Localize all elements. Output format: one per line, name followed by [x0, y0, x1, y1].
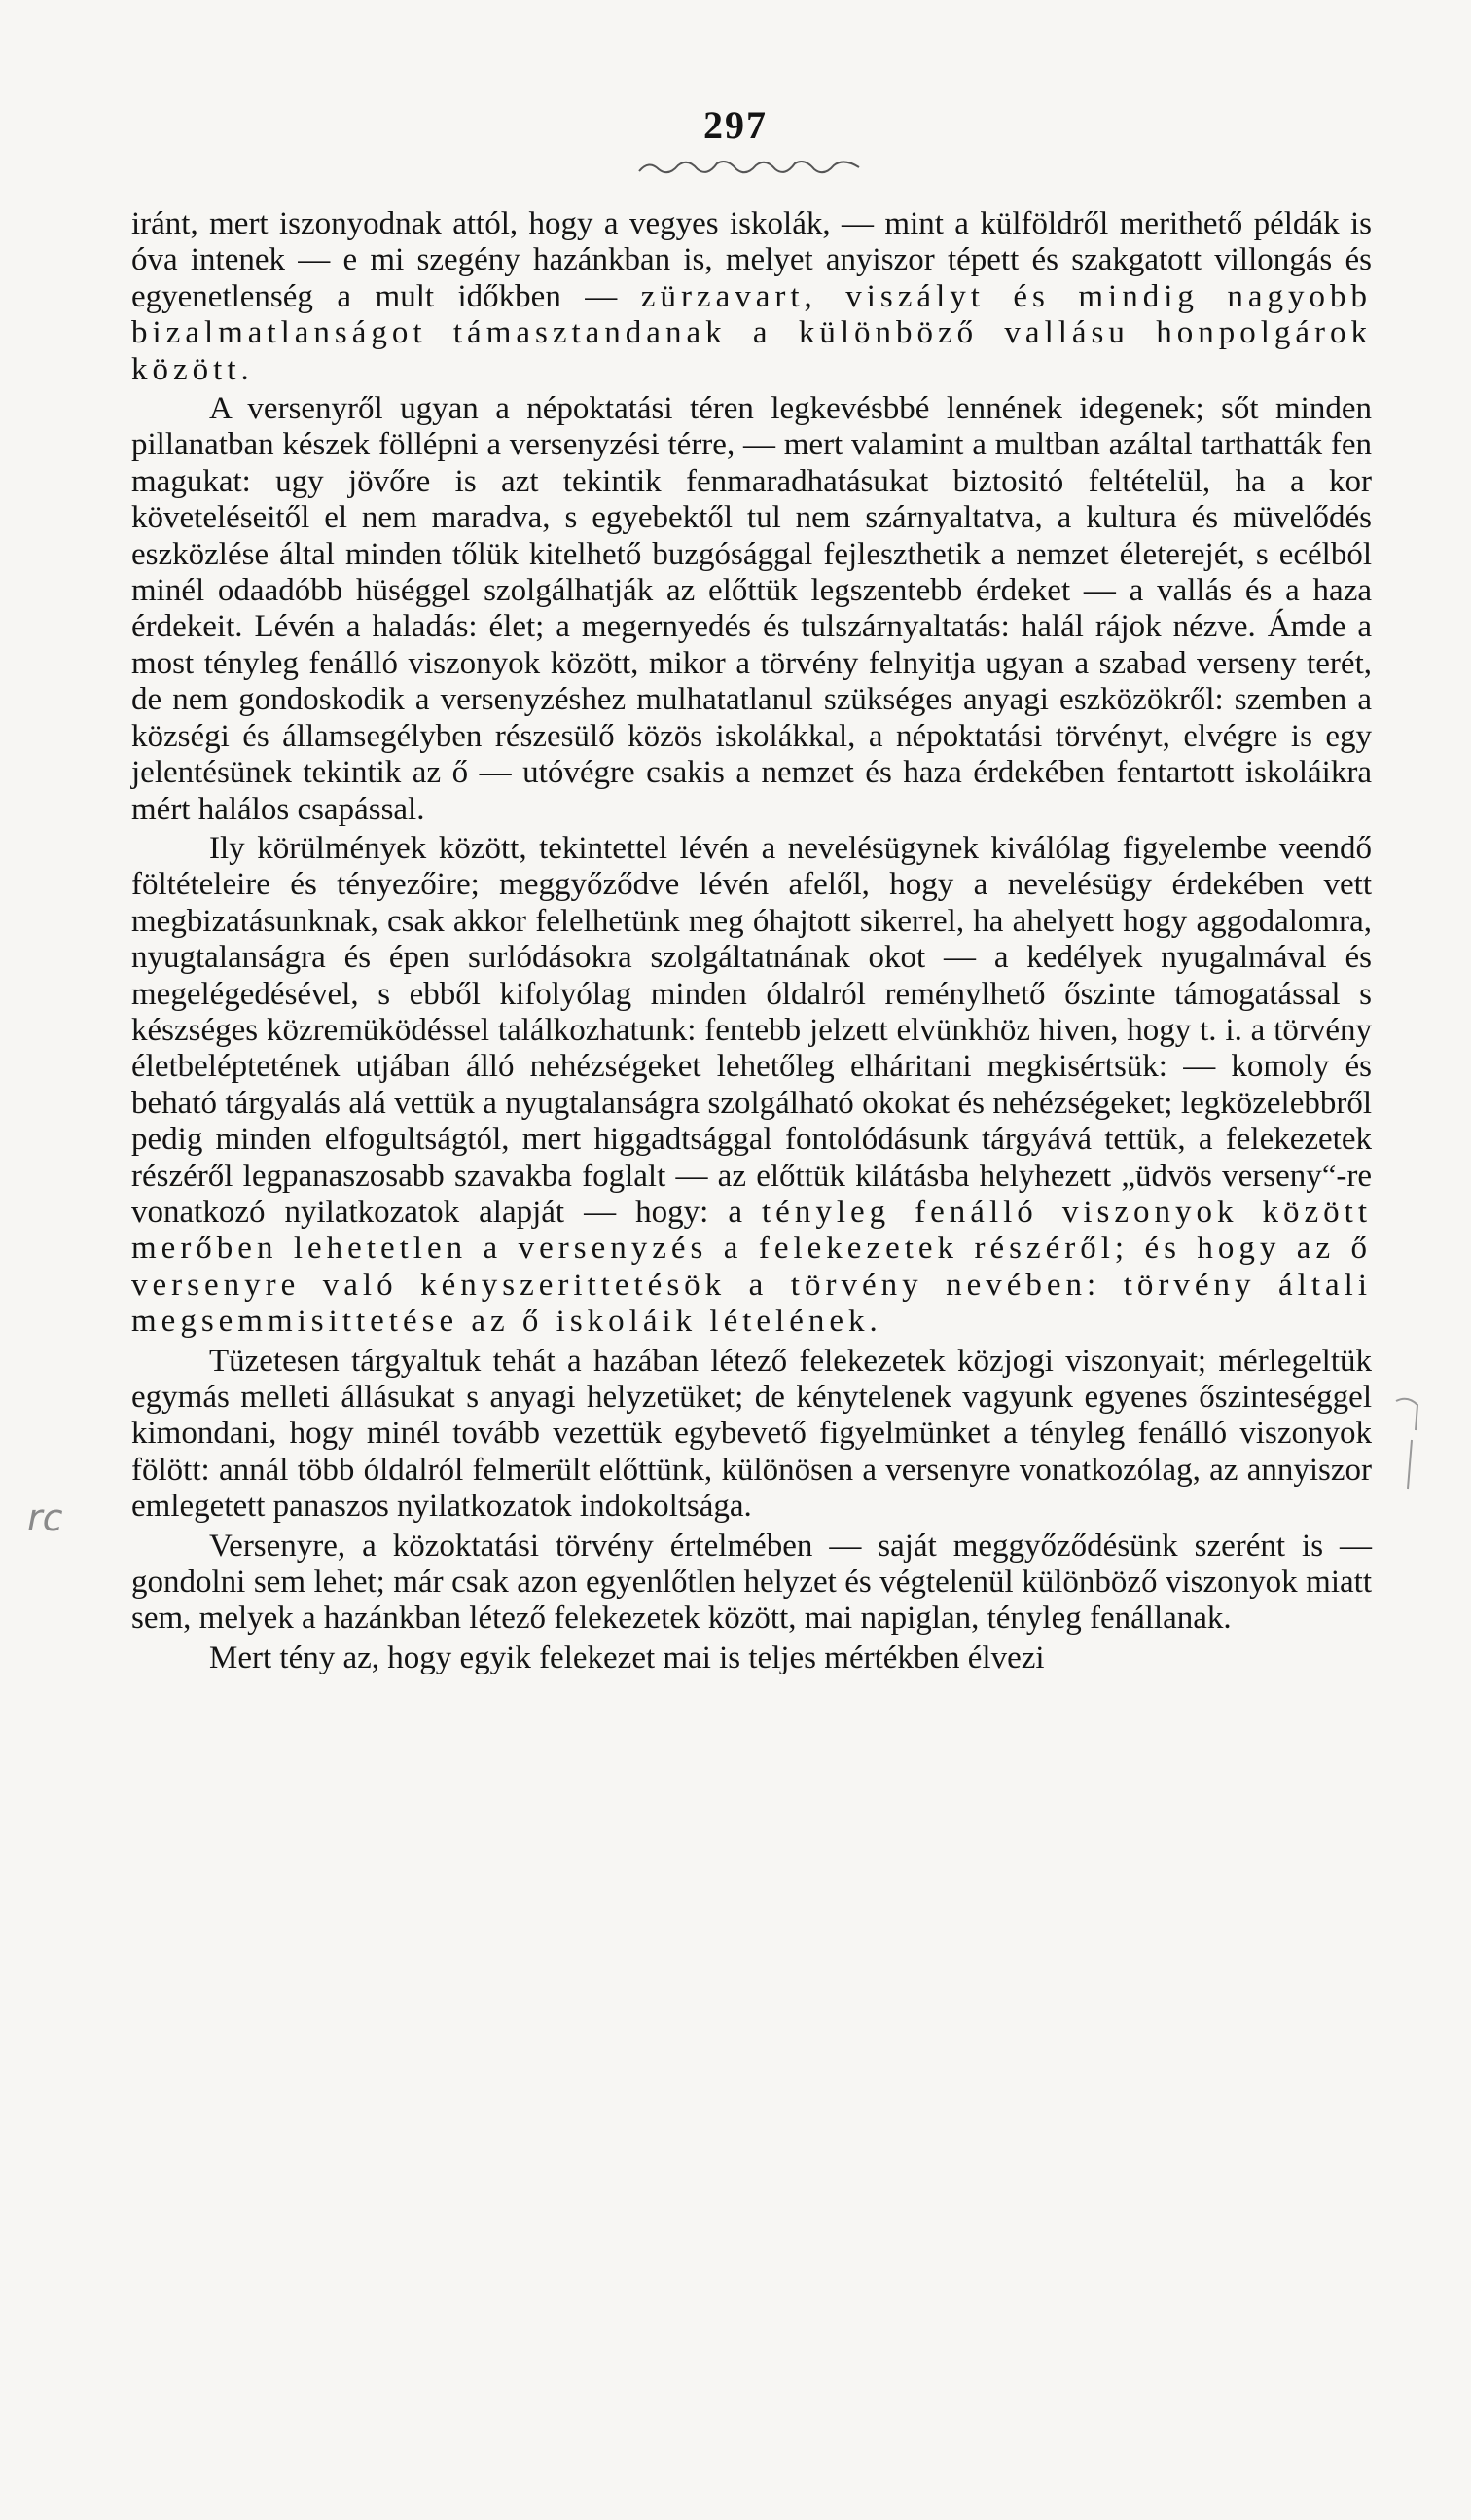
- paragraph-1: [131, 206, 1372, 388]
- paragraph-6-text: Mert tény az, hogy egyik felekezet mai is teljes mértékben élvezi: [209, 1639, 1045, 1675]
- paragraph-3-spaced: tényleg fenálló viszonyok között merőben lehetetlen a versenyzés a felekezetek részéről; és hogy az ő versenyre való kényszerittetésök a törvény nevében: törvény általi megsemmisittetése az ő iskoláik lételének.: [131, 1194, 1372, 1340]
- margin-handwritten-note: rc: [27, 1496, 63, 1539]
- paragraph-3-text: Ily körülmények között, tekintettel lévén a nevelésügynek kiválólag figyelembe veendő föltételeire és tényezőire; meggyőződve lévén afelől, hogy a nevelésügy érdekében vett megbizatásunknak, csak akkor felelhetünk meg óhajtott sikerrel, ha ahelyett hogy aggodalomra, nyugtalanságra és épen surlódásokra szolgáltatnának okot — a kedélyek nyugalmával és megelégedésével, s ebből kifolyólag minden óldalról reménylhető őszinte támogatással s készséges közremüködéssel találkozhatunk: fentebb jelzett elvünkhöz hiven, hogy t. i. a törvény életbeléptetének utjában álló nehézségeket lehetőleg elháritani megkisértsük: — komoly és beható tárgyalás alá vettük a nyugtalanságra szolgálható okokat és nehézségeket; legközelebbről pedig minden elfogultságtól, mert higgadtsággal fontolódásunk tárgyává tettük, a felekezetek részéről legpanaszosabb szavakba foglalt — az előttük kilátásba helyhezett „üdvös verseny“-re vonatkozó nyilatkozatok alapját — hogy: a: [131, 830, 1372, 1230]
- paragraph-1-text: iránt, mert iszonyodnak attól, hogy a vegyes iskolák, — mint a külföldről merithető példák is óva intenek — e mi szegény hazánkban is, melyet anyiszor tépett és szakgatott villongás és egyenetlenség a mult időkben —: [131, 206, 1372, 314]
- page-number: 297: [703, 103, 768, 147]
- margin-pencil-mark: [1388, 1391, 1427, 1508]
- paragraph-5-text: Versenyre, a közoktatási törvény értelmében — saját meggyőződésünk szerént is — gondolni sem lehet; már csak azon egyenlőtlen helyzet és végtelenül különböző viszonyok miatt sem, melyek a hazánkban létező felekezetek között, mai napiglan, tényleg fenállanak.: [131, 1528, 1372, 1637]
- paragraph-1-spaced: zürzavart, viszályt és mindig nagyobb bizalmatlanságot támasztandanak a különböző vallásu honpolgárok között.: [131, 278, 1372, 387]
- paragraph-2: [131, 391, 1372, 828]
- paragraph-2-text: A versenyről ugyan a népoktatási téren legkevésbbé lennének idegenek; sőt minden pillanatban készek föllépni a versenyzési térre, — mert valamint a multban azáltal tarthatták fen magukat: ugy jövőre is azt tekintik fenmaradhatásukat biztositó feltételül, ha a kor követeléseitől el nem maradva, s egyebektől tul nem szárnyaltatva, a kultura és müvelődés eszközlése által minden tőlük kitelhető buzgósággal fejleszthetik a nemzet életerejét, s ecélból minél odaadóbb hüséggel szolgálhatják az előttük legszentebb érdeket — a vallás és a haza érdekeit. Lévén a haladás: élet; a megernyedés és tulszárnyaltatás: halál rájok nézve. Ámde a most tényleg fenálló viszonyok között, mikor a törvény felnyitja ugyan a szabad verseny terét, de nem gondoskodik a versenyzéshez mulhatatlanul szükséges anyagi eszközökről: szemben a községi és államsegélyben részesülő közös iskolákkal, a népoktatási törvényt, elvégre is egy jelentésünek tekintik az ő — utóvégre csakis a nemzet és haza érdekében fentartott iskoláikra mért halálos csapással.: [131, 391, 1372, 827]
- paragraph-5: [131, 1529, 1372, 1638]
- ornament-divider: [637, 156, 861, 179]
- paragraph-4: [131, 1344, 1372, 1526]
- paragraph-6: [131, 1640, 1372, 1676]
- body-text: [131, 206, 1372, 1679]
- paragraph-4-text: Tüzetesen tárgyaltuk tehát a hazában létező felekezetek közjogi viszonyait; mérlegeltük egymás melleti állásukat s anyagi helyzetüket; de kénytelenek vagyunk egyenes őszinteséggel kimondani, hogy minél tovább vezettük egybevető figyelmünket a tényleg fenálló viszonyok fölött: annál több óldalról felmerült előttünk, különösen a versenyre vonatkozólag, az annyiszor emlegetett panaszos nyilatkozatok indokoltsága.: [131, 1343, 1372, 1525]
- paragraph-3: [131, 831, 1372, 1341]
